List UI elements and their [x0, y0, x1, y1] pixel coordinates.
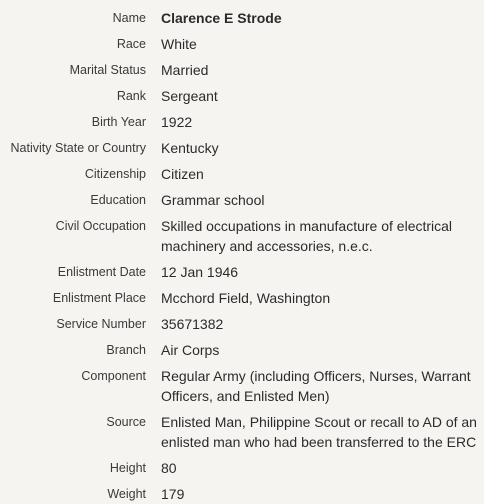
- field-value: Air Corps: [161, 342, 220, 358]
- field-civil-occupation: [0, 216, 484, 256]
- field-label: Civil Occupation: [55, 219, 146, 233]
- field-enlistment-place: [0, 288, 484, 308]
- field-label: Height: [109, 461, 146, 475]
- field-weight: [0, 484, 484, 504]
- field-value: Mcchord Field, Washington: [161, 290, 331, 306]
- field-label: Education: [90, 193, 146, 207]
- field-birth-year: [0, 112, 484, 132]
- field-nativity: [0, 138, 484, 158]
- field-label: Birth Year: [91, 115, 146, 129]
- field-label: Enlistment Date: [57, 265, 146, 279]
- field-value: Skilled occupations in manufacture of electrical machinery and accessories, n.e.c.: [161, 218, 453, 254]
- field-height: [0, 458, 484, 478]
- field-branch: [0, 340, 484, 360]
- field-value: Grammar school: [161, 192, 265, 208]
- field-citizenship: [0, 164, 484, 184]
- field-label: Nativity State or Country: [10, 141, 146, 155]
- field-value: Sergeant: [161, 88, 218, 104]
- field-race: [0, 34, 484, 54]
- field-label: Source: [106, 415, 146, 429]
- field-name: [0, 8, 484, 28]
- field-label: Branch: [106, 343, 146, 357]
- field-value: Kentucky: [161, 140, 219, 156]
- field-label: Citizenship: [84, 167, 146, 181]
- field-value: Citizen: [161, 166, 204, 182]
- field-source: [0, 412, 484, 452]
- field-service-number: [0, 314, 484, 334]
- field-value: 80: [161, 460, 177, 476]
- field-marital-status: [0, 60, 484, 80]
- field-enlistment-date: [0, 262, 484, 282]
- field-label: Enlistment Place: [52, 291, 146, 305]
- field-label: Service Number: [56, 317, 146, 331]
- field-value: 1922: [161, 114, 193, 130]
- field-component: [0, 366, 484, 406]
- field-label: Race: [116, 37, 146, 51]
- field-value: White: [161, 36, 197, 52]
- field-value: 179: [161, 486, 185, 502]
- field-rank: [0, 86, 484, 106]
- field-label: Marital Status: [69, 63, 146, 77]
- field-value: Clarence E Strode: [161, 10, 282, 26]
- field-value: Married: [161, 62, 209, 78]
- field-value: Enlisted Man, Philippine Scout or recall to AD of an enlisted man who had been transferred to the ERC: [161, 414, 477, 450]
- field-label: Rank: [116, 89, 146, 103]
- field-label: Name: [112, 11, 146, 25]
- field-value: 35671382: [161, 316, 224, 332]
- field-value: 12 Jan 1946: [161, 264, 239, 280]
- field-value: Regular Army (including Officers, Nurses, Warrant Officers, and Enlisted Men): [161, 368, 471, 404]
- field-label: Weight: [107, 487, 146, 501]
- field-label: Component: [81, 369, 146, 383]
- field-education: [0, 190, 484, 210]
